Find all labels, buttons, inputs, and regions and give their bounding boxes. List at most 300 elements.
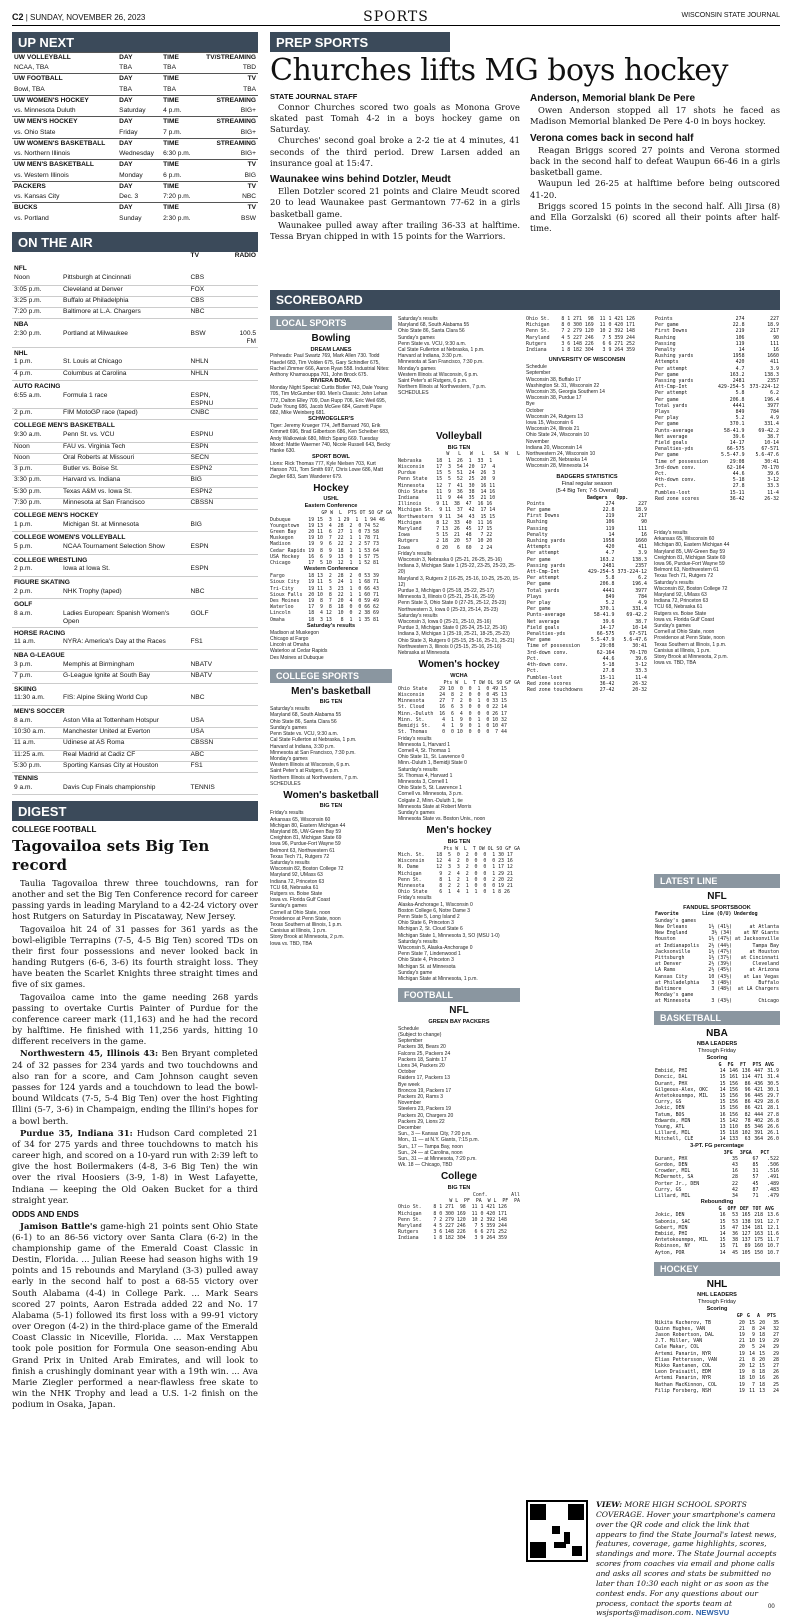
stats-row: Per game 22.8 18.9 (527, 507, 647, 514)
standings-row: N. Dame 12 3 3 2 0 0 1 17 12 (398, 864, 513, 871)
leader-row: Sabonis, SAC 15 53 138 191 12.7 (655, 1218, 779, 1225)
standings-row: Minnesota 8 2 2 1 0 0 0 19 21 (398, 883, 513, 890)
stats-row: Punts-average 58-41.9 69-42.2 (527, 612, 647, 619)
stats-row: Per game 206.8 196.4 (655, 396, 779, 403)
stats-row: Per game 5.5-47.9 5.6-47.6 (527, 637, 647, 644)
stats-row: Pct. 44.6 39.6 (527, 655, 647, 662)
hockey-sat-text: Madison at Muskegon Chicago at Fargo Lincoln at Omaha Waterloo at Cedar Rapids Des Moines at Dubuque (270, 629, 328, 661)
air-category: COLLEGE MEN'S HOCKEY (14, 511, 99, 519)
stats-row: Per attempt 4.7 3.9 (655, 365, 779, 372)
standings-row: Michigan 8 12 33 40 11 16 (398, 519, 493, 526)
upnext-row: vs. Portland Sunday 2:30 p.m. BSW (14, 214, 256, 222)
sportbowl-sub: SPORT BOWL (312, 454, 350, 461)
nhl-scoring-table (654, 1313, 780, 1394)
schwoegler-text: Tiger: Jeremy Krueger 774, Jeff Barnard 760, Erik Kimmett 696, Brad Gilbertson 686, Ken Scheiber 683, Andy Walkowiak 680, Mitch Spang 669. Tuesday Mixed: Mattie Waerner 740, Nicole Russell 643, Becky Hanke 630. (270, 423, 391, 455)
wbb-title: Women's basketball (283, 789, 379, 801)
upnext-row: NCAA, TBA TBA TBA TBD (14, 64, 256, 72)
mh-standings (398, 852, 520, 895)
air-row: 9 a.m. Davis Cup Finals championship TENNIS (12, 784, 258, 795)
digest-item: Northwestern 45, Illinois 43: Ben Bryant completed 24 of 32 passes for 234 yards and two touchdowns and also ran for a score, and Cam Johnson caught seven passes for 124 yards and a touchdown to lead the bowl-bound Wildcats (7-5, 5-4 Big Ten) over the host Fighting Illini (5-7, 3-6) in Champaign, ending the Illini's hopes for a bowl berth. (12, 1048, 258, 1126)
college-sports-header: COLLEGE SPORTS (270, 669, 392, 683)
standings-row: Youngstown 19 13 4 28 2 0 74 52 (270, 522, 379, 529)
footer-number: 00 (768, 1604, 775, 1610)
ontheair-header: ON THE AIR (12, 232, 258, 252)
leader-row: Lillard, MIL 15 118 102 391 26.1 (655, 1130, 779, 1137)
nba-sub: NBA LEADERS (696, 1041, 738, 1048)
stats-row: Per game 163.2 138.3 (527, 556, 647, 563)
nba-reb: Rebounding (700, 1199, 734, 1206)
newsvu-logo: NEWSVU (695, 1608, 730, 1618)
stats-row: 4th-down conv. 5-18 3-12 (655, 477, 779, 484)
standings-row: Ohio St. 8 1 271 98 11 1 421 126 (398, 1204, 507, 1211)
stats-row: Passing 119 111 (527, 525, 647, 532)
air-row: 8 a.m. Ladies European: Spanish Women's Open GOLF (12, 610, 258, 627)
air-row: 1 p.m. St. Louis at Chicago NHLN (12, 358, 258, 369)
nba-sub2: Through Friday (698, 1048, 736, 1055)
air-category: COLLEGE MEN'S BASKETBALL (14, 422, 115, 430)
story-paragraph: Connor Churches scored two goals as Monona Grove skated past Tomah 4-2 in a boys hockey game on Saturday. (270, 101, 520, 135)
air-row: 2 p.m. Iowa at Iowa St. ESPN (12, 565, 258, 576)
stats-row: Att-Cmp-Int 429-254-5 373-224-12 (655, 384, 779, 391)
stats-row: Net average 39.6 38.7 (655, 433, 779, 440)
standings-row: Penn St. 8 1 2 1 0 0 2 20 22 (398, 876, 513, 883)
mbb-title: Men's basketball (291, 685, 371, 697)
standings-row: Minnesota 12 7 41 30 16 11 (398, 482, 496, 489)
hockey-wc: Western Conference (303, 566, 359, 573)
standings-row: Nebraska 18 1 26 1 33 1 (398, 457, 493, 464)
nhl-scoring: Scoring (706, 1306, 728, 1313)
wh-title: Women's hockey (418, 659, 500, 671)
line-row: LA Rams 2½ (45½) at Arizona (655, 967, 779, 974)
standings-row: Chicago 17 5 10 12 1 1 52 81 (270, 559, 379, 566)
standings-row: Sioux City 19 11 5 24 1 1 68 71 (270, 579, 379, 586)
leader-row: Edwards, MIN 15 142 78 402 26.8 (655, 1117, 779, 1124)
air-row: 3:25 p.m. Buffalo at Philadelphia CBS (12, 297, 258, 308)
stats-row: Per game 22.8 18.9 (655, 322, 779, 329)
upnext-row: vs. Minnesota Duluth Saturday 4 p.m. BIG+ (14, 107, 256, 115)
wisc-schedule: Schedule September Wisconsin 38, Buffalo 17 Washington St. 31, Wisconsin 22 Wisconsin 35, Georgia Southern 14 Wisconsin 38, Purdue 17 Bye October Wisconsin 24, Rutgers 13 Iowa 15, Wisconsin 6 Wisconsin 24, Illinois 21 Ohio State 24, Wisconsin 10 November Indiana 20, Wisconsin 14 Northwestern 24, Wisconsin 10 Wisconsin 28, Nebraska 14 Wisconsin 28, Minnesota 14 (526, 364, 605, 470)
scoreboard (270, 290, 780, 310)
standings-row: Cedar Rapids 19 8 9 18 1 1 53 64 (270, 547, 379, 554)
standings-row: USA Hockey 16 6 9 13 0 1 57 75 (270, 553, 379, 560)
standings-row: Minnesota 27 7 2 0 1 0 33 15 (398, 698, 507, 705)
leader-row: Elias Pettersson, VAN 21 8 20 28 (655, 1356, 779, 1363)
standings-row: Mich. St. 18 5 0 2 0 0 1 30 17 (398, 852, 513, 859)
air-row: 2 p.m. NHK Trophy (taped) NBC (12, 588, 258, 599)
leader-row: Doncic, DAL 15 161 114 471 31.4 (655, 1074, 779, 1081)
leader-row: Ayton, POR 14 45 105 150 10.7 (655, 1249, 779, 1256)
mbb-continued: Saturday's results Maryland 68, South Alabama 55 Ohio State 86, Santa Clara 56 Sunday's games Penn State vs. VCU, 9:30 a.m. Cal State Fullerton at Nebraska, 1 p.m. Harvard at Indiana, 3:30 p.m. Minnesota at San Francisco, 7:30 p.m. Monday's games Western Illinois at Wisconsin, 6 p.m. Saint Peter's at Rutgers, 6 p.m. Northern Illinois at Northwestern, 7 p.m. SCHEDULES (398, 316, 487, 397)
upnext-group-header: UW MEN'S HOCKEY DAY TIME STREAMING (12, 117, 258, 128)
standings-row: Rutgers 3 6 148 226 6 6 271 252 (398, 1229, 507, 1236)
standings-row: Ohio St. 8 1 271 98 11 1 421 126 (526, 316, 635, 322)
leader-row: Artemi Panarin, NYR 18 10 16 26 (655, 1375, 779, 1382)
odds-text: Jamison Battle's game-high 21 points sent Ohio State (6-1) to an 86-56 victory over Santa Clara (6-2) in the championship game of the Emerald Coast Classic in Destin, Florida. ... Julian Reese had season highs with 19 points and 15 rebounds and Maryland (3-3) pulled away early in the second half to post a 68-55 victory over South Alabama (4-4) in College Park. ... Mark Sears scored 27 points, Aaron Estrada added 22 and No. 17 Alabama (5-1) followed its first loss with a 99-91 victory over Oregon (4-2) in the third-place game of the Emerald Coast Classic in Niceville, Florida. ... Max Verstappen took pole position for Formula One season-ending Abu Grand Prix in United Arab Emirates, and will look to finish a crushingly dominant year with a 19th win. ... Ava Marie Ziegler performed a near-flawless free skate to win the NHK Trophy and lead a U.S. 1-2 finish on the podium in Osaka, Japan. (12, 1220, 258, 1410)
standings-row: Waterloo 17 9 8 18 0 0 66 62 (270, 604, 379, 611)
latest-title: NFL (707, 891, 727, 902)
standings-row: Muskegon 19 10 7 22 1 1 78 71 (270, 535, 379, 542)
prep-headline: Churches lifts MG boys hockey (270, 53, 728, 88)
standings-row: Iowa 0 20 6 60 2 24 (398, 544, 493, 551)
standings-row: Iowa 5 15 21 48 7 22 (398, 532, 493, 539)
standings-row: Michigan St. 9 11 37 42 17 14 (398, 507, 496, 514)
stats-row: Per game 163.2 138.3 (655, 371, 779, 378)
latest-sub: FANDUEL SPORTSBOOK (683, 904, 751, 911)
latest-line-header: LATEST LINE (654, 874, 780, 888)
leader-row: Nathan MacKinnon, COL 19 7 18 25 (655, 1381, 779, 1388)
air-row: 5:30 p.m. Texas A&M vs. Iowa St. ESPN2 (12, 487, 258, 498)
stats-row: Fumbles-lost 15-11 11-4 (527, 674, 647, 681)
leader-row: J.T. Miller, VAN 21 10 19 29 (655, 1338, 779, 1345)
air-row: Noon Oral Roberts at Missouri SECN (12, 454, 258, 465)
standings-row: Purdue 15 5 51 24 26 3 (398, 470, 496, 477)
leader-row: Gordon, DEN 43 85 .506 (655, 1162, 779, 1169)
fb-schedule: Schedule (Subject to change) September Packers 38, Bears 20 Falcons 25, Packers 24 Packers 18, Saints 17 Lions 34, Packers 20 October Raiders 17, Packers 13 Bye week Broncos 19, Packers 17 Packers 20, Rams 3 November Steelers 23, Packers 19 Packers 20, Chargers 20 Packers 29, Lions 22 December Sun., 3 — Kansas City, 7:20 p.m. Mon., 11 — at N.Y. Giants, 7:15 p.m. Sun., 17 — Tampa Bay, noon Sun., 24 — at Carolina, noon Sun., 31 — at Minnesota, 7:20 p.m. Wk. 18 — Chicago, TBD (398, 1025, 479, 1169)
line-row: Jacksonville 1½ (47½) at Houston (655, 948, 779, 955)
stats-row: Red zone scores 36-42 26-32 (655, 495, 779, 502)
stats-row: Rushing 106 90 (527, 519, 647, 526)
hockey-sub: USHL (323, 496, 339, 503)
upnext-row: vs. Kansas City Dec. 3 7:20 p.m. NBC (14, 193, 256, 201)
air-row: 3:05 p.m. Cleveland at Denver FOX (12, 285, 258, 296)
standings-row: Michigan 8 0 300 169 11 0 420 171 (398, 1210, 507, 1217)
cf-sub: BIG TEN (447, 1184, 471, 1191)
line-row: New Orleans 1½ (41½) at Atlanta (655, 923, 779, 930)
leader-row: Crowder, MIL 16 31 .516 (655, 1168, 779, 1175)
standings-row: Tri-City 19 11 3 23 1 0 66 43 (270, 585, 379, 592)
nba-3pt-table (654, 1150, 780, 1200)
nba-scoring: Scoring (706, 1055, 728, 1061)
line-row: Monday's game (655, 992, 694, 999)
cf-title: College (440, 1171, 478, 1183)
standings-row: St. Thomas 0 0 10 0 0 0 7 44 (398, 729, 507, 736)
line-row: Pittsburgh 1½ (37½) at Cincinnati (655, 954, 779, 961)
upnext-row: vs. Northern Illinois Wednesday 6:30 p.m. BIG+ (14, 150, 256, 158)
stats-row: Per attempt 4.7 3.9 (527, 550, 647, 557)
ncaa-schedule: Friday's results Arkansas 65, Wisconsin 60 Michigan 80, Eastern Michigan 44 Maryland 85, UW-Green Bay 59 Creighton 81, Michigan State 69 Iowa 96, Purdue-Fort Wayne 59 Belmont 63, Northwestern 61 Texas Tech 71, Rutgers 72 Saturday's results Wisconsin 82, Boston College 72 Maryland 92, UMass 63 Indiana 72, Princeton 63 TCU 68, Nebraska 61 Rutgers vs. Boise State Iowa vs. Florida Gulf Coast Sunday's games Cornell at Ohio State, noon Providence at Penn State, noon Texas Southern at Illinois, 1 p.m. Canisius at Illinois, 1 p.m. Stony Brook at Minnesota, 2 p.m. Iowa vs. TBD, TBA (654, 530, 730, 667)
upnext-row: vs. Ohio State Friday 7 p.m. BIG+ (14, 128, 256, 136)
stats-row: Att-Cmp-Int 429-254-5 373-224-12 (527, 569, 647, 576)
standings-row: Bemidji St. 4 1 9 0 1 0 10 47 (398, 723, 507, 730)
leader-row: Curry, GS 42 87 .483 (655, 1186, 779, 1193)
wisc-title: UNIVERSITY OF WISCONSIN (548, 357, 626, 364)
nba-scoring-table (654, 1062, 780, 1143)
left-column (12, 32, 258, 1612)
air-category: NBA G-LEAGUE (14, 651, 65, 659)
story-paragraph: Briggs scored 15 points in the second half. Alli Jirsa (8) and Ella Gorzalski (6) scored all their points after half-time. (530, 200, 780, 234)
prep-story (270, 32, 780, 242)
air-row: Noon Pittsburgh at Cincinnati CBS (12, 274, 258, 285)
nhl-sub: NHL LEADERS (697, 1292, 737, 1299)
table-header: G FG FT PTS AVG (718, 1061, 774, 1068)
hockey-sat: Saturday's results (306, 622, 356, 629)
leader-row: Porter Jr., DEN 22 45 .489 (655, 1180, 779, 1187)
stats-row: Field goals 14-17 10-14 (527, 624, 647, 631)
digest-paragraph: Tagovailoa hit 24 of 31 passes for 361 yards as the bowl-eligible Terrapins (7-5, 4-5 Big Ten) scored TDs on their first four possessions and never looked back in handing Rutgers (6-6, 3-6) its fourth straight loss. They have beaten the Scarlet Knights three straight times and five of six games. (12, 923, 258, 990)
riviera-sub: RIVIERA BOWL (310, 378, 352, 385)
stats-row: 4th-down conv. 5-18 3-12 (527, 662, 647, 669)
stats-row: Punts-average 58-41.9 69-42.2 (655, 427, 779, 434)
standings-row: Michigan 8 0 300 169 11 0 420 171 (526, 322, 635, 329)
hockey-cols: GP W L PTS OT SO GF GA (321, 510, 392, 517)
leader-row: Gilgeous-Alex, OKC 14 156 96 421 30.1 (655, 1086, 779, 1093)
wh-sub: WCHA (450, 672, 468, 679)
air-row: 9:30 a.m. Penn St. vs. VCU ESPNU (12, 431, 258, 442)
standings-row: Maryland 7 13 26 45 17 15 (398, 525, 493, 532)
standings-row: Indiana 11 9 44 35 21 10 (398, 494, 496, 501)
stats-row: Rushing yards 1958 1660 (527, 538, 647, 545)
standings-row: Illinois 9 11 38 47 16 16 (398, 501, 493, 508)
page-number-date: C2 | SUNDAY, NOVEMBER 26, 2023 (12, 12, 146, 22)
line-row: Sunday's games (655, 917, 697, 924)
air-row: 5 p.m. NCAA Tournament Selection Show ESPN (12, 543, 258, 554)
air-row: 11 a.m. NYRA: America's Day at the Races FS1 (12, 638, 258, 649)
line-row: at Minnesota 3 (43½) Chicago (655, 998, 779, 1005)
standings-row: Maryland 4 5 227 246 7 5 359 244 (526, 334, 635, 341)
nba-reb-table (654, 1206, 780, 1256)
stats-row: Net average 39.6 38.7 (527, 618, 647, 625)
standings-row: Penn St. 7 2 279 120 10 2 392 148 (526, 328, 635, 335)
leader-row: Mitchell, CLE 14 133 63 364 26.0 (655, 1136, 779, 1143)
leader-row: Jason Robertson, DAL 19 9 18 27 (655, 1331, 779, 1338)
latest-line-table (654, 911, 780, 1004)
air-row: 6:55 a.m. Formula 1 race ESPN, ESPNU (12, 392, 258, 409)
page-header (12, 8, 780, 26)
vb-title: Volleyball (436, 431, 482, 442)
wh-text: Friday's results Minnesota 1, Harvard 1 Cornell 4, St. Thomas 1 Ohio State 11, St. Lawrence 0 Minn.-Duluth 1, Bemidji State 0 Saturday's results St. Thomas 4, Harvard 1 Minnesota 3, Cornell 1 Ohio State 5, St. Lawrence 1 Cornell vs. Minnesota, 3 p.m. Colgate 2, Minn.-Duluth 1, tie Minnesota State at Robert Morris Sunday's games Minnesota State vs. Boston Univ., noon (398, 735, 486, 823)
air-category: NHL (14, 349, 28, 357)
air-row: 11:30 a.m. FIS: Alpine Skiing World Cup NBC (12, 694, 258, 705)
air-category: COLLEGE WRESTLING (14, 556, 88, 564)
air-category: MEN'S SOCCER (14, 707, 65, 715)
ontheair-table (12, 252, 258, 796)
stats-row: Pct. 27.8 33.3 (655, 483, 779, 490)
air-row: 7:30 p.m. Minnesota at San Francisco CBSSN (12, 498, 258, 509)
line-row: New England 3½ (34) at NY Giants (655, 930, 779, 937)
upnext-group-header: UW WOMEN'S HOCKEY DAY TIME STREAMING (12, 95, 258, 106)
team-stats-block (654, 316, 780, 526)
air-category: FIGURE SKATING (14, 579, 70, 587)
stats-row: Attempts 420 411 (655, 359, 779, 366)
digest-headline: Tagovailoa sets Big Ten record (12, 837, 210, 875)
stats-table-continued (654, 316, 780, 502)
col-c (526, 316, 648, 1496)
air-category: NFL (14, 264, 27, 272)
air-category: SKIING (14, 685, 37, 693)
standings-row: Penn St. 7 2 279 120 10 2 392 148 (398, 1216, 507, 1223)
standings-row: Green Bay 20 11 6 27 1 0 73 58 (270, 528, 379, 535)
standings-row: Minn.-Duluth 16 6 4 0 0 0 26 17 (398, 710, 507, 717)
air-row: 5:30 p.m. Sporting Kansas City at Houston FS1 (12, 761, 258, 772)
upnext-group-header: UW VOLLEYBALL DAY TIME TV/STREAMING (12, 53, 258, 64)
stats-row: Pct. 44.6 39.6 (655, 471, 779, 478)
bowling-title: Bowling (311, 333, 351, 344)
col-local (270, 316, 392, 1606)
hockey-west-standings (270, 573, 392, 623)
stats-row: First Downs 219 217 (655, 328, 779, 335)
hockey-ec: Eastern Conference (304, 503, 358, 510)
leader-row: Artemi Panarin, NYR 19 14 15 29 (655, 1350, 779, 1357)
fb-sub: GREEN BAY PACKERS (428, 1018, 490, 1025)
football-header: FOOTBALL (398, 988, 520, 1002)
subhead-anderson: Anderson, Memorial blank De Pere (530, 93, 696, 104)
air-row: 3:30 p.m. Harvard vs. Indiana BIG (12, 476, 258, 487)
scoreboard-header: SCOREBOARD (270, 290, 780, 310)
leader-row: Gobert, MIN 15 47 134 181 12.1 (655, 1224, 779, 1231)
air-row: 10:30 a.m. Manchester United at Everton USA (12, 728, 258, 739)
air-row: 2:30 p.m. Portland at Milwaukee BSW 100.5 FM (14, 330, 256, 346)
digest-header: DIGEST (12, 801, 258, 821)
table-header: Badgers Opp. (586, 494, 629, 501)
line-row: at Philadelphia 3 (48½) Buffalo (655, 979, 779, 986)
radio-col-label: RADIO (234, 251, 256, 259)
stats-row: 3rd-down conv. 62-164 70-170 (527, 649, 647, 656)
stats-row: Plays 849 784 (655, 409, 779, 416)
stats-row: Total yards 4441 3977 (655, 402, 779, 409)
stats-row: First Downs 219 217 (527, 513, 647, 520)
standings-row: Wisconsin 24 8 2 0 0 0 45 13 (398, 692, 507, 699)
stats-row: Per play 5.2 4.9 (655, 415, 779, 422)
table-header: 3FG 3FGA PCT (723, 1149, 770, 1156)
paper-name: WISCONSIN STATE JOURNAL (681, 12, 780, 19)
hockey-title: Hockey (313, 482, 349, 494)
upnext-row: Bowl, TBA TBA TBA TBA (14, 85, 256, 93)
mh-cols: Pts W L T OW OL SO GF GA (443, 845, 520, 852)
standings-row: Dubuque 19 15 3 1 29 1 1 94 46 (270, 516, 385, 523)
standings-row: Penn State 15 5 52 25 20 9 (398, 476, 496, 483)
story-paragraph: Ellen Dotzler scored 21 points and Claire Meudt scored 20 to lead Waunakee past Germantown 77-62 in a girls basketball game. (270, 186, 520, 219)
leader-row: Embiid, PHI 14 36 127 163 11.6 (655, 1231, 779, 1238)
hockey-header: HOCKEY (654, 1262, 780, 1276)
digest-body (12, 878, 258, 1411)
leader-row: Cale Makar, COL 20 5 24 29 (655, 1344, 779, 1351)
air-row: 7:20 p.m. Baltimore at L.A. Chargers NBC (12, 308, 258, 319)
subhead-verona: Verona comes back in second half (530, 132, 694, 144)
air-row: 3 p.m. Memphis at Birmingham NBATV (12, 661, 258, 672)
leader-row: Nikita Kucherov, TB 20 15 20 35 (655, 1319, 779, 1326)
digest-item: Purdue 35, Indiana 31: Hudson Card completed 21 of 34 for 275 yards and three touchdowns to match his career high, and scored on a 10-yard run with 2:39 left to give the host Boilermakers (4-8, 3-6 Big Ten) the win over the rival Hoosiers (3-9, 1-8) in West Lafayette, Indiana — keeping the Old Oaken Bucket for a third straight year. (12, 1127, 258, 1205)
leader-row: Durant, PHX 15 156 86 436 30.5 (655, 1080, 779, 1087)
story-paragraph: Owen Anderson stopped all 17 shots he faced as Madison Memorial blanked De Pere 4-0 in boys hockey. (530, 105, 780, 127)
standings-row: Maryland 4 5 227 246 7 5 359 244 (398, 1222, 507, 1229)
air-category: COLLEGE WOMEN'S VOLLEYBALL (14, 534, 126, 542)
stats-row: Passing yards 2481 2357 (527, 562, 647, 569)
air-category: HORSE RACING (14, 629, 66, 637)
air-category: AUTO RACING (14, 383, 61, 391)
standings-row: Northwestern 9 11 34 43 15 15 (398, 513, 496, 520)
leader-row: Young, ATL 13 110 85 346 26.6 (655, 1124, 779, 1131)
cf-standings-continued (526, 316, 648, 353)
stats-row: 3rd-down conv. 62-164 70-170 (655, 464, 779, 471)
leader-row: McDermott, SA 28 57 .491 (655, 1174, 779, 1181)
stats-row: Pct. 27.8 33.3 (527, 668, 647, 675)
standings-row: Lincoln 18 4 12 10 0 2 38 69 (270, 610, 379, 617)
upnext-group-header: UW WOMEN'S BASKETBALL DAY TIME STREAMING (12, 138, 258, 149)
leader-row: Jokic, DEN 16 53 165 218 13.6 (655, 1212, 779, 1219)
wisc-stats-sub: Final regular season (5-4 Big Ten; 7-5 Overall) (555, 480, 619, 494)
riviera-text: Monday Night Special: Curtis Bistler 743, Dale Young 705, Tim McGumber 690. Men's Classic: John Lehan 772, Dalton Elley 709, Dan Rupp 706, Eric Weil 695, Dude Young 686, Jacob McGee 684, Garrett Pape 682, Mike Weinberg 681. (270, 385, 388, 417)
prep-story-col2 (530, 92, 780, 242)
digest-kicker: COLLEGE FOOTBALL (12, 825, 97, 835)
story-paragraph: Waunakee pulled away after trailing 36-33 at halftime. Tessa Bryan chipped in with 15 points for the Warriors. (270, 219, 520, 241)
digest-paragraph: Tagovailoa came into the game needing 268 yards passing to overtake Curtis Painter of Purdue for the conference career mark (11,163) and he had the record by halftime. He finished with 11,256 yards, hitting 10 different receivers in the game. (12, 991, 258, 1047)
table-header: G OFF DEF TOT AVG (718, 1206, 774, 1213)
schwoegler-sub: SCHWOEGLER'S (308, 416, 354, 423)
qr-code-icon[interactable] (526, 1500, 588, 1562)
mbb-sub: BIG TEN (319, 699, 343, 706)
line-row: Baltimore 3 (48½) at LA Chargers (655, 985, 779, 992)
standings-row: St. Cloud 16 6 3 0 0 0 22 14 (398, 704, 507, 711)
stats-row: Red zone touchdowns 27-42 20-32 (527, 686, 647, 693)
air-row: Noon FAU vs. Virginia Tech ESPN (12, 442, 258, 453)
leader-row: Tatum, BOS 16 156 82 444 27.8 (655, 1111, 779, 1118)
stats-row: Plays 849 784 (527, 593, 647, 600)
upnext-group-header: UW FOOTBALL DAY TIME TV (12, 74, 258, 85)
stats-row: Per attempt 5.8 6.2 (655, 390, 779, 397)
nba-title: NBA (706, 1027, 728, 1039)
standings-row: Wisconsin 17 3 54 20 17 4 (398, 463, 496, 470)
story-paragraph: Reagan Briggs scored 27 points and Verona stormed back in the second half to defeat Waupun 66-46 in a girls basketball game. (530, 144, 780, 178)
stats-row: Points 274 227 (655, 316, 779, 322)
subhead-waunakee: Waunakee wins behind Dotzler, Meudt (270, 174, 451, 185)
leader-row: Embiid, PHI 14 146 136 447 31.9 (655, 1068, 779, 1075)
stats-row: Time of possession 29:08 30:41 (527, 643, 647, 650)
air-row: 4 p.m. Columbus at Carolina NHLN (12, 369, 258, 380)
air-category: TENNIS (14, 775, 39, 783)
vb-text: Friday's results Wisconsin 3, Nebraska 0 (25-21, 26-25, 25-16) Indiana 3, Michigan State 1 (25-22, 23-25, 25-23, 25-20) Maryland 3, Rutgers 2 (16-25, 25-16, 10-25, 25-20, 15-12) Purdue 3, Michigan 0 (25-18, 25-22, 25-17) Minnesota 3, Illinois 0 (25-21, 25-16, 25-19) Penn State 3, Ohio State 0 (27-25, 25-12, 25-23) Northwestern 3, Iowa 0 (25-23, 25-14, 25-23) Saturday's results Wisconsin 3, Iowa 0 (25-21, 25-10, 25-16) Purdue 3, Michigan State 0 (26-24, 25-12, 25-16) Indiana 3, Michigan 1 (25-19, 25-21, 18-25, 25-23) Ohio State 3, Rutgers 0 (25-15, 25-16, 25-21, 25-21) Northwestern 3, Illinois 0 (25-15, 25-16, 25-16) Nebraska at Minnesota (398, 550, 520, 656)
stats-row: Penalty 14 16 (655, 347, 779, 354)
wbb-text: Friday's results Arkansas 65, Wisconsin 60 Michigan 80, Eastern Michigan 44 Maryland 85, UW-Green Bay 59 Creighton 81, Michigan State 69 Iowa 96, Purdue-Fort Wayne 59 Belmont 63, Northwestern 61 Texas Tech 71, Rutgers 72 Saturday's results Wisconsin 82, Boston College 72 Maryland 92, UMass 63 Indiana 72, Princeton 63 TCU 68, Nebraska 61 Rutgers vs. Boise State Iowa vs. Florida Gulf Coast Sunday's games Cornell at Ohio State, noon Providence at Penn State, noon Texas Southern at Illinois, 1 p.m. Canisius at Illinois, 1 p.m. Stony Brook at Minnesota, 2 p.m. Iowa vs. TBD, TBA (270, 810, 346, 947)
wh-standings (398, 686, 520, 736)
col-d (654, 316, 780, 1606)
stats-row: Penalty 14 16 (527, 531, 647, 538)
cf-standings (398, 1204, 520, 1241)
standings-row: Rutgers 2 18 20 57 10 20 (398, 538, 493, 545)
leader-row: Curry, GS 15 156 86 429 28.6 (655, 1099, 779, 1106)
stats-row: Rushing yards 1958 1660 (655, 353, 779, 360)
nba-3pt: 3-PT. FG percentage (690, 1142, 744, 1149)
stats-row: Time of possession 29:08 30:41 (655, 458, 779, 465)
upnext-header: UP NEXT (12, 32, 258, 52)
stats-row: Per game 206.8 196.4 (527, 581, 647, 588)
stats-row: Field goals 14-17 10-14 (655, 440, 779, 447)
leader-row: Antetokounmpo, MIL 15 38 137 175 11.7 (655, 1237, 779, 1244)
sportbowl-text: Lions: Rick Thomas 777, Kyle Nielsen 703, Kurt Hanson 701, Tom Smith 697, Chris Lowe 686, Matt Ziegler 683, Sam Wanderer 679. (270, 461, 384, 480)
stats-row: Per game 370.1 331.4 (527, 606, 647, 613)
odds-kicker: ODDS AND ENDS (12, 1209, 79, 1219)
standings-row: Des Moines 19 8 7 20 4 0 59 49 (270, 597, 379, 604)
air-row: 11 a.m. Udinese at AS Roma CBSSN (12, 739, 258, 750)
line-row: Kansas City 10 (43½) at Las Vegas (655, 973, 779, 980)
bowling-text: Pinheads: Paul Swartz 769, Mark Allen 730. Todd Haedel 683, Tim Volden 675, Gary Schindler 675, Rachel Zimmer 666, Aaron Ryan 558. Industrial Nites: Anthony Khamsouppa 701, John Brock 675. (270, 353, 390, 379)
prep-story-col1 (270, 92, 520, 242)
standings-row: Omaha 18 3 13 8 1 1 35 81 (270, 616, 379, 623)
leader-row: Quinn Hughes, VAN 21 8 24 32 (655, 1325, 779, 1332)
standings-row: Michigan 9 2 4 2 0 0 1 29 21 (398, 870, 513, 877)
stats-row: Per game 370.1 331.4 (655, 421, 779, 428)
leader-row: Leon Draisaitl, EDM 19 8 18 26 (655, 1369, 779, 1376)
stats-row: Points 274 227 (527, 500, 647, 507)
wisc-stats-title: BADGERS STATISTICS (556, 473, 618, 480)
air-row: 11:25 a.m. Real Madrid at Cadiz CF ABC (12, 750, 258, 761)
upnext-table (12, 52, 258, 224)
section-title: SPORTS (363, 9, 429, 25)
wh-cols: Pts W L T OW OL SO GF GA (443, 679, 520, 686)
tv-col-label: TV (190, 251, 199, 259)
hockey-east-standings (270, 517, 392, 567)
mbb-text: Saturday's results Maryland 68, South Alabama 55 Ohio State 86, Santa Clara 56 Sunday's games Penn State vs. VCU, 9:30 a.m. Cal State Fullerton at Nebraska, 1 p.m. Harvard at Indiana, 3:30 p.m. Minnesota at San Francisco, 7:30 p.m. Monday's games Western Illinois at Wisconsin, 6 p.m. Saint Peter's at Rutgers, 6 p.m. Northern Illinois at Northwestern, 7 p.m. SCHEDULES (270, 706, 359, 787)
line-row: at Indianapolis 2½ (44½) Tampa Bay (655, 942, 779, 949)
